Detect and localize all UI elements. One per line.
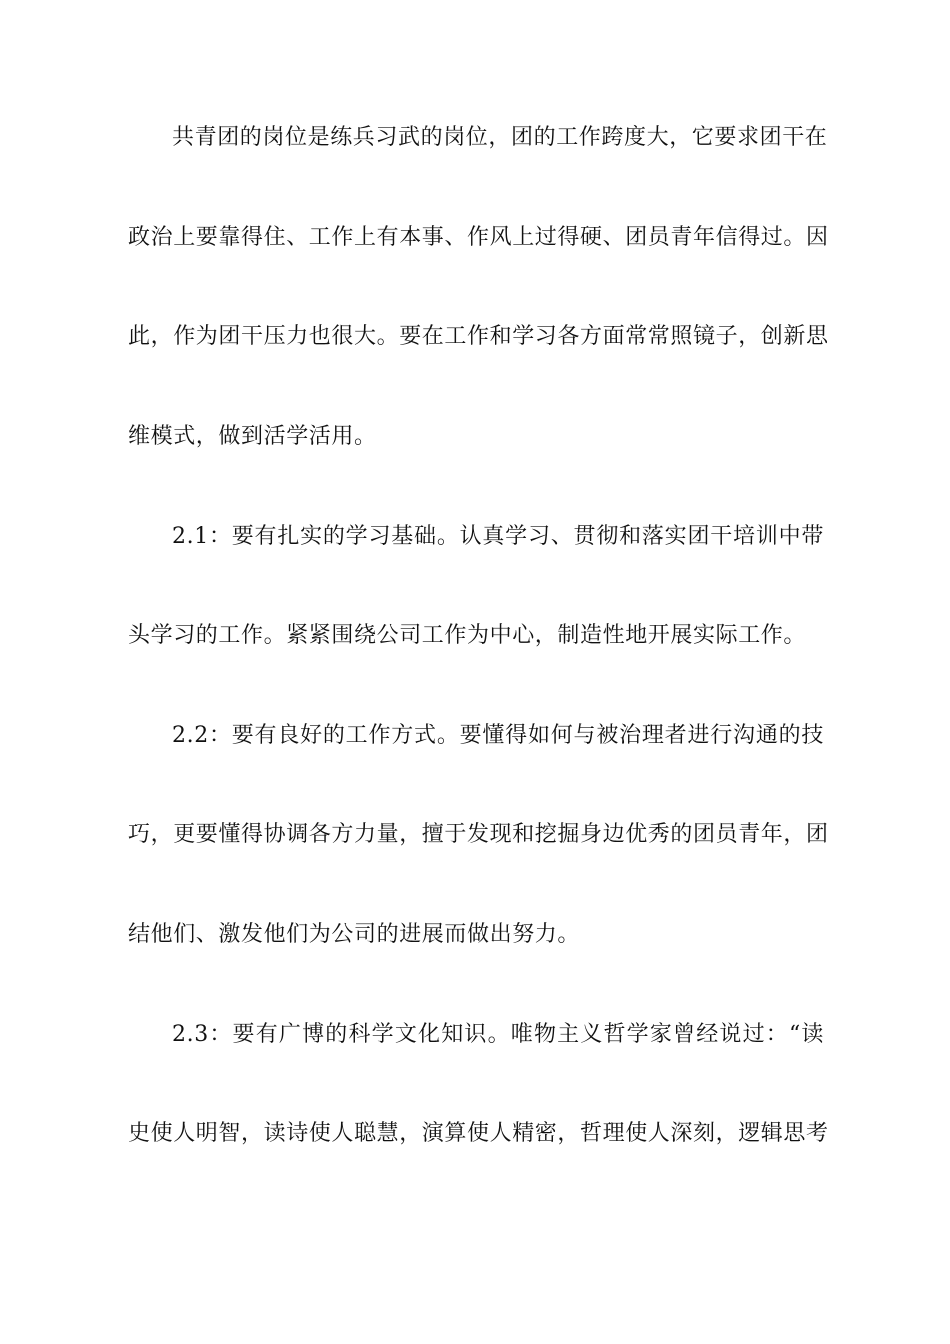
text-line-11: 史使人明智，读诗使人聪慧，演算使人精密，哲理使人深刻，逻辑思考	[128, 1121, 829, 1146]
text-line-6: 头学习的工作。紧紧围绕公司工作为中心，制造性地开展实际工作。	[128, 623, 807, 648]
text-line-7: 2.2：要有良好的工作方式。要懂得如何与被治理者进行沟通的技	[172, 723, 824, 748]
text-line-9: 结他们、激发他们为公司的进展而做出努力。	[128, 922, 581, 947]
text-line-1: 共青团的岗位是练兵习武的岗位，团的工作跨度大，它要求团干在	[172, 125, 828, 150]
text-line-8: 巧，更要懂得协调各方力量，擅于发现和挖掘身边优秀的团员青年，团	[128, 822, 829, 847]
text-line-3: 此，作为团干压力也很大。要在工作和学习各方面常常照镜子，创新思	[128, 324, 829, 349]
text-line-10: 2.3：要有广博的科学文化知识。唯物主义哲学家曾经说过：“读	[172, 1022, 824, 1047]
text-line-2: 政治上要靠得住、工作上有本事、作风上过得硬、团员青年信得过。因	[128, 225, 829, 250]
text-line-5: 2.1：要有扎实的学习基础。认真学习、贯彻和落实团干培训中带	[172, 524, 824, 549]
text-line-4: 维模式，做到活学活用。	[128, 424, 377, 449]
